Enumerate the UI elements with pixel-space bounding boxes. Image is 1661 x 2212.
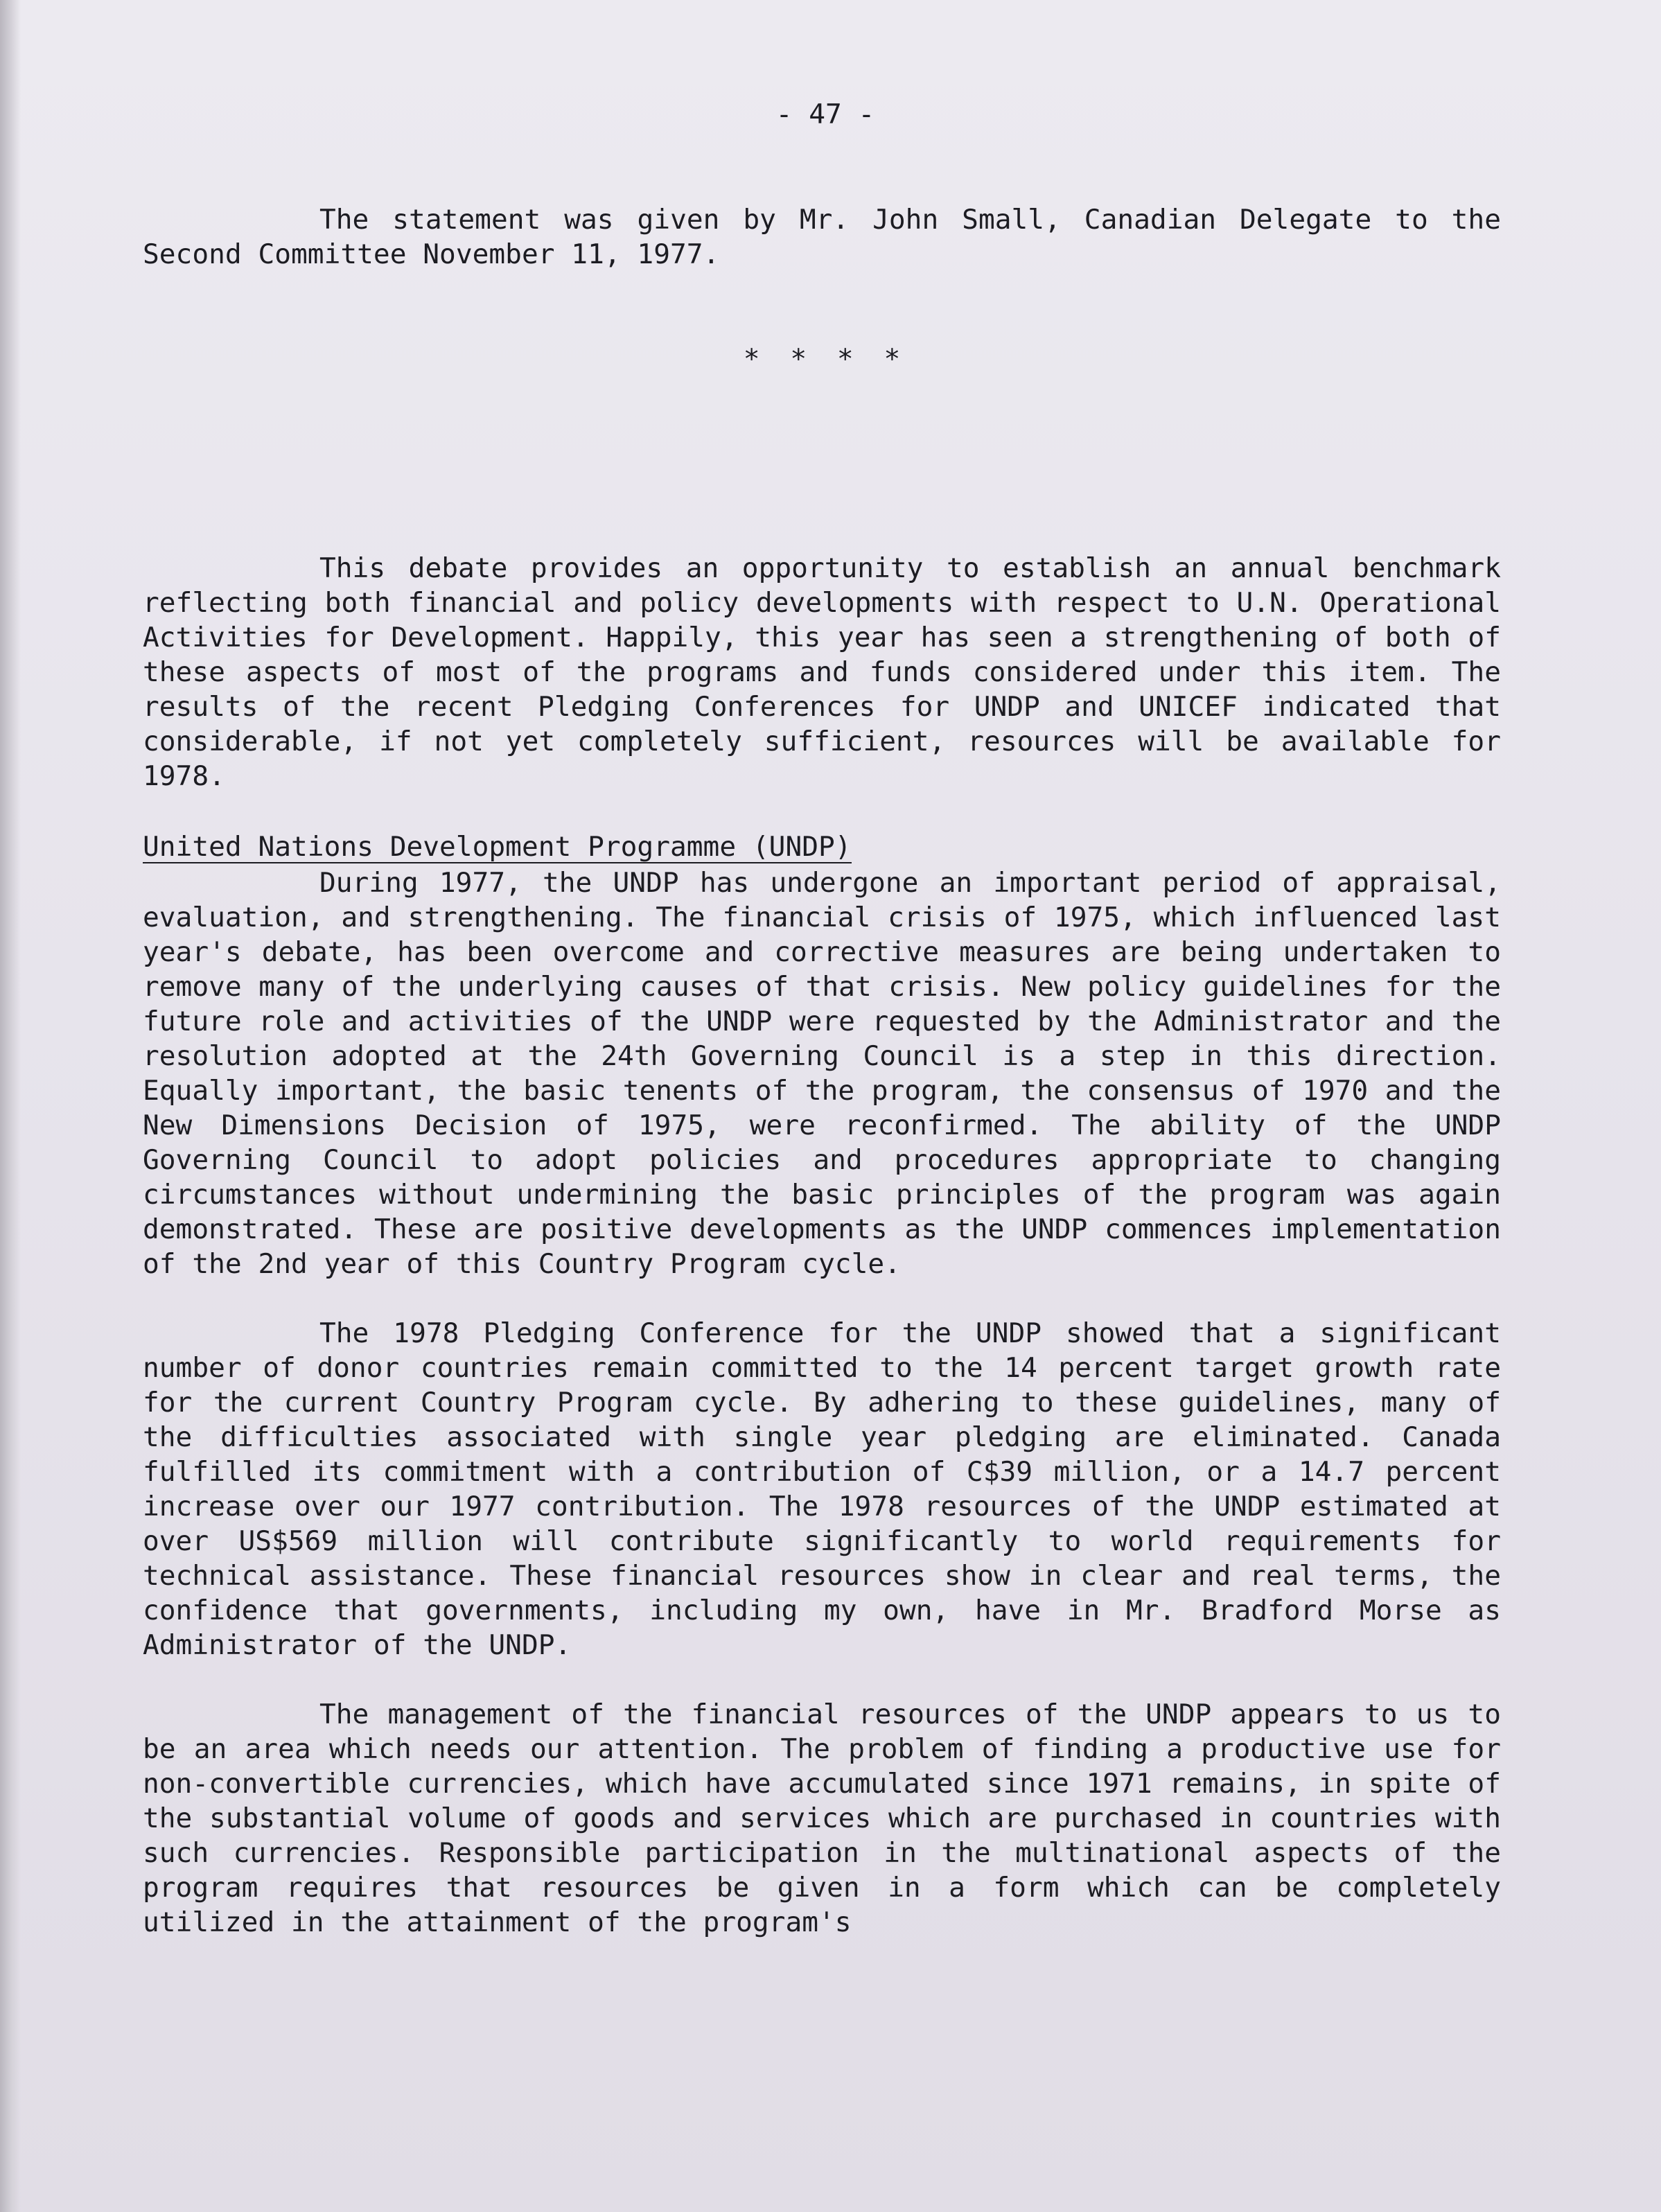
paragraph-benchmark: This debate provides an opportunity to establish an annual benchmark reflecting both financial and policy developments with respect to U.N. Operational Activities for Development. Happily, this year has seen a strengthening of both of these aspects of most of the programs and funds considered under this item. The results of the recent Pledging Conferences for UNDP and UNICEF indicated that considerable, if not yet completely sufficient, resources will be available for 1978. [143,552,1501,792]
paragraph-pledging-conference: The 1978 Pledging Conference for the UNDP showed that a significant number of donor countries remain committed to the 14 percent target growth rate for the current Country Program cycle. By adhering to these guidelines, many of the difficulties associated with single year pledging are eliminated. Canada fulfilled its commitment with a contribution of C$39 million, or a 14.7 percent increase over our 1977 contribution. The 1978 resources of the UNDP estimated at over US$569 million will contribute significantly to world requirements for technical assistance. These financial resources show in clear and real terms, the confidence that governments, including my own, have in Mr. Bradford Morse as Administrator of the UNDP. [143,1317,1501,1661]
paragraph-appraisal: During 1977, the UNDP has undergone an important period of appraisal, evaluation, and strengthening. The financial crisis of 1975, which influenced last year's debate, has been overcome and corrective measures are being undertaken to remove many of the underlying causes of that crisis. New policy guidelines for the future role and activities of the UNDP were requested by the Administrator and the resolution adopted at the 24th Governing Council is a step in this direction. Equally important, the basic tenents of the program, the consensus of 1970 and the New Dimensions Decision of 1975, were reconfirmed. The ability of the UNDP Governing Council to adopt policies and procedures appropriate to changing circumstances without undermining the basic principles of the program was again demonstrated. These are positive developments as the UNDP commences implementation of the 2nd year of this Country Program cycle. [143,867,1501,1280]
page-binding-edge [0,0,21,2212]
section-separator: * * * * [743,343,901,375]
section-heading-container [143,830,1501,864]
document-page [143,97,1501,1940]
intro-statement: The statement was given by Mr. John Small, Canadian Delegate to the Second Committee November 11, 1977. [143,204,1501,270]
paragraph-financial-management: The management of the financial resources of the UNDP appears to us to be an area which needs our attention. The problem of finding a productive use for non-convertible currencies, which have accumulated since 1971 remains, in spite of the substantial volume of goods and services which are purchased in countries with such currencies. Responsible participation in the multinational aspects of the program requires that resources be given in a form which can be completely utilized in the attainment of the program's [143,1698,1501,1938]
section-heading-undp: United Nations Development Programme (UNDP) [143,831,852,863]
page-number: - 47 - [775,98,875,130]
